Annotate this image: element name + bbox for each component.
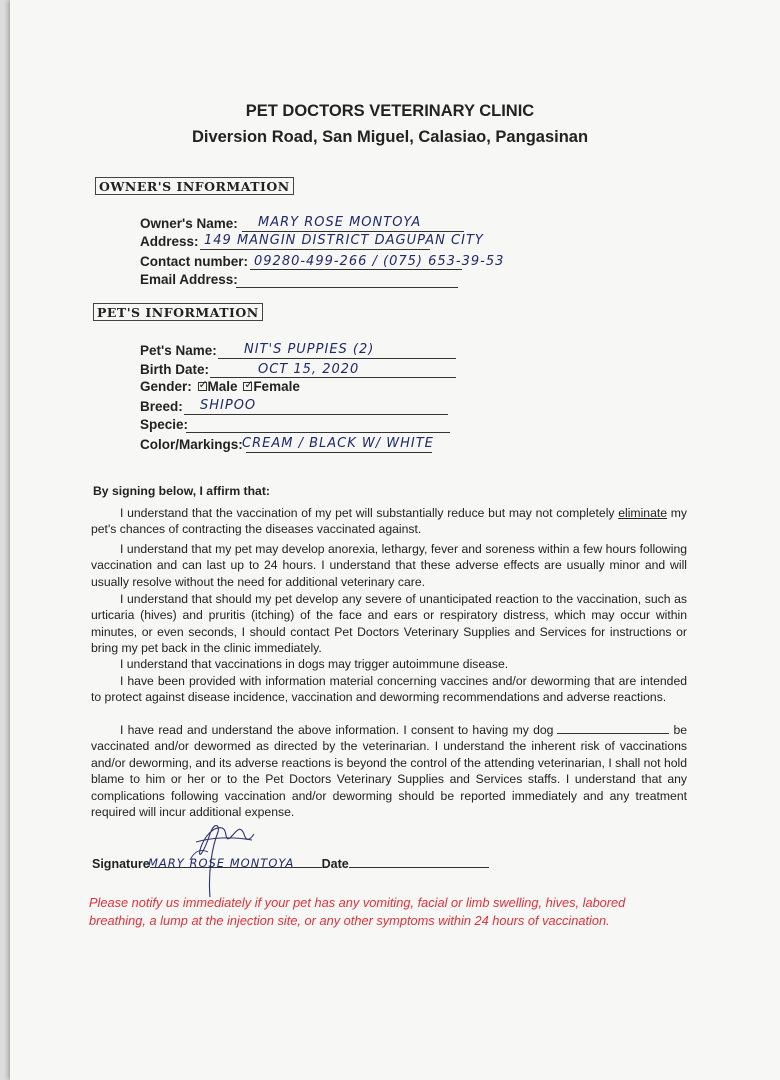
clinic-name: PET DOCTORS VETERINARY CLINIC: [245, 102, 535, 120]
owner-contact-value: 09280-499-266 / (075) 653-39-53: [254, 254, 505, 269]
owner-section-title: OWNER'S INFORMATION: [95, 177, 294, 195]
owner-email-field[interactable]: [140, 270, 460, 290]
signature-value: MARY ROSE MONTOYA: [148, 856, 295, 870]
pet-birth-date-field[interactable]: [140, 360, 460, 380]
date-label: Date: [321, 857, 349, 871]
pet-color-line: [246, 452, 432, 453]
p6-text-a: I have read and understand the above information. I consent to having my dog: [120, 723, 554, 737]
pet-gender-field: [140, 379, 300, 394]
notice-text: Please notify us immediately if your pet has any vomiting, facial or limb swelling, hives, labored breathing, a lump at the injection site, or any other symptoms within 24 hours of vaccination.: [89, 895, 626, 928]
clinic-address: Diversion Road, San Miguel, Calasiao, Pangasinan: [191, 128, 589, 146]
p1-underlined: eliminate: [618, 506, 668, 520]
owner-address-line: [200, 249, 430, 250]
owner-address-label: Address:: [140, 234, 199, 249]
owner-contact-field[interactable]: [140, 252, 600, 272]
pet-gender-label: Gender:: [140, 379, 192, 394]
affirmation-paragraph-2: I understand that my pet may develop anorexia, lethargy, fever and soreness within a few hours following vaccination and can last up to 24 hours. I understand that these adverse effects are usually minor and will usually resolve without the need for additional veterinary care.: [91, 542, 687, 589]
p1-text-b: my pet's chances of contracting the diseases vaccinated against.: [91, 506, 687, 537]
owner-name-label: Owner's Name:: [140, 216, 238, 231]
owner-email-label: Email Address:: [140, 272, 238, 287]
owner-name-field[interactable]: [140, 214, 470, 234]
affirmation-paragraph-4: I understand that vaccinations in dogs may trigger autoimmune disease.: [120, 657, 509, 671]
dog-name-blank[interactable]: [557, 724, 669, 734]
pet-specie-label: Specie:: [140, 417, 189, 432]
pet-birth-date-label: Birth Date:: [140, 362, 210, 377]
male-label: Male: [207, 379, 238, 394]
pet-name-value: NIT'S PUPPIES (2): [244, 342, 375, 357]
owner-email-line: [236, 287, 458, 288]
pet-breed-value: SHIPOO: [200, 398, 257, 413]
pet-breed-field[interactable]: [140, 397, 460, 417]
female-checkbox[interactable]: [243, 382, 252, 391]
pet-color-label: Color/Markings:: [140, 437, 243, 452]
affirmation-paragraph-6: [91, 722, 687, 820]
p1-text-a: I understand that the vaccination of my pet will substantially reduce but may not completely: [120, 506, 619, 520]
p6-text-b: be vaccinated and/or dewormed as directed by the veterinarian. I understand the inherent risk of vaccinations and/or deworming, and its adverse reactions is beyond the control of the attending veterinarian, I shall not hold blame to him or her or to the Pet Doctors Veterinary Supplies and Services staffs. I understand that any complications following vaccination and/or deworming should be reported immediately and any treatment required will incur additional expense.: [91, 723, 687, 820]
male-checkbox[interactable]: [198, 382, 207, 391]
affirmation-paragraph-3: I understand that should my pet develop any severe of unanticipated reaction to the vaccination, such as urticaria (hives) and pruritis (itching) of the face and ears or respiratory distress, which may occur within minutes, or even seconds, I should contact Pet Doctors Veterinary Supplies and Services for instructions or bring my pet back in the clinic immediately.: [91, 592, 687, 656]
owner-address-value: 149 MANGIN DISTRICT DAGUPAN CITY: [204, 233, 484, 248]
pet-name-line: [218, 358, 456, 359]
affirmation-heading: By signing below, I affirm that:: [93, 484, 270, 498]
female-label: Female: [253, 379, 300, 394]
affirmation-paragraph-1: [91, 505, 687, 538]
date-line[interactable]: [349, 858, 489, 868]
pet-color-value: CREAM / BLACK W/ WHITE: [242, 436, 434, 451]
owner-address-field[interactable]: [140, 232, 510, 252]
pet-color-field[interactable]: [140, 435, 500, 455]
pet-breed-label: Breed:: [140, 399, 183, 414]
signature-label: Signature: [92, 857, 150, 871]
pet-specie-field[interactable]: [140, 415, 460, 435]
pet-specie-line: [186, 432, 450, 433]
owner-name-value: MARY ROSE MONTOYA: [258, 215, 422, 230]
owner-contact-label: Contact number:: [140, 254, 248, 269]
pet-name-label: Pet's Name:: [140, 343, 217, 358]
pet-birth-date-value: OCT 15, 2020: [258, 362, 360, 377]
affirmation-paragraph-5: I have been provided with information material concerning vaccines and/or deworming that are intended to protect against disease incidence, vaccination and deworming recommendations and adverse reactions.: [91, 674, 687, 705]
pet-section-title: PET'S INFORMATION: [93, 303, 263, 321]
pet-name-field[interactable]: [140, 341, 460, 361]
